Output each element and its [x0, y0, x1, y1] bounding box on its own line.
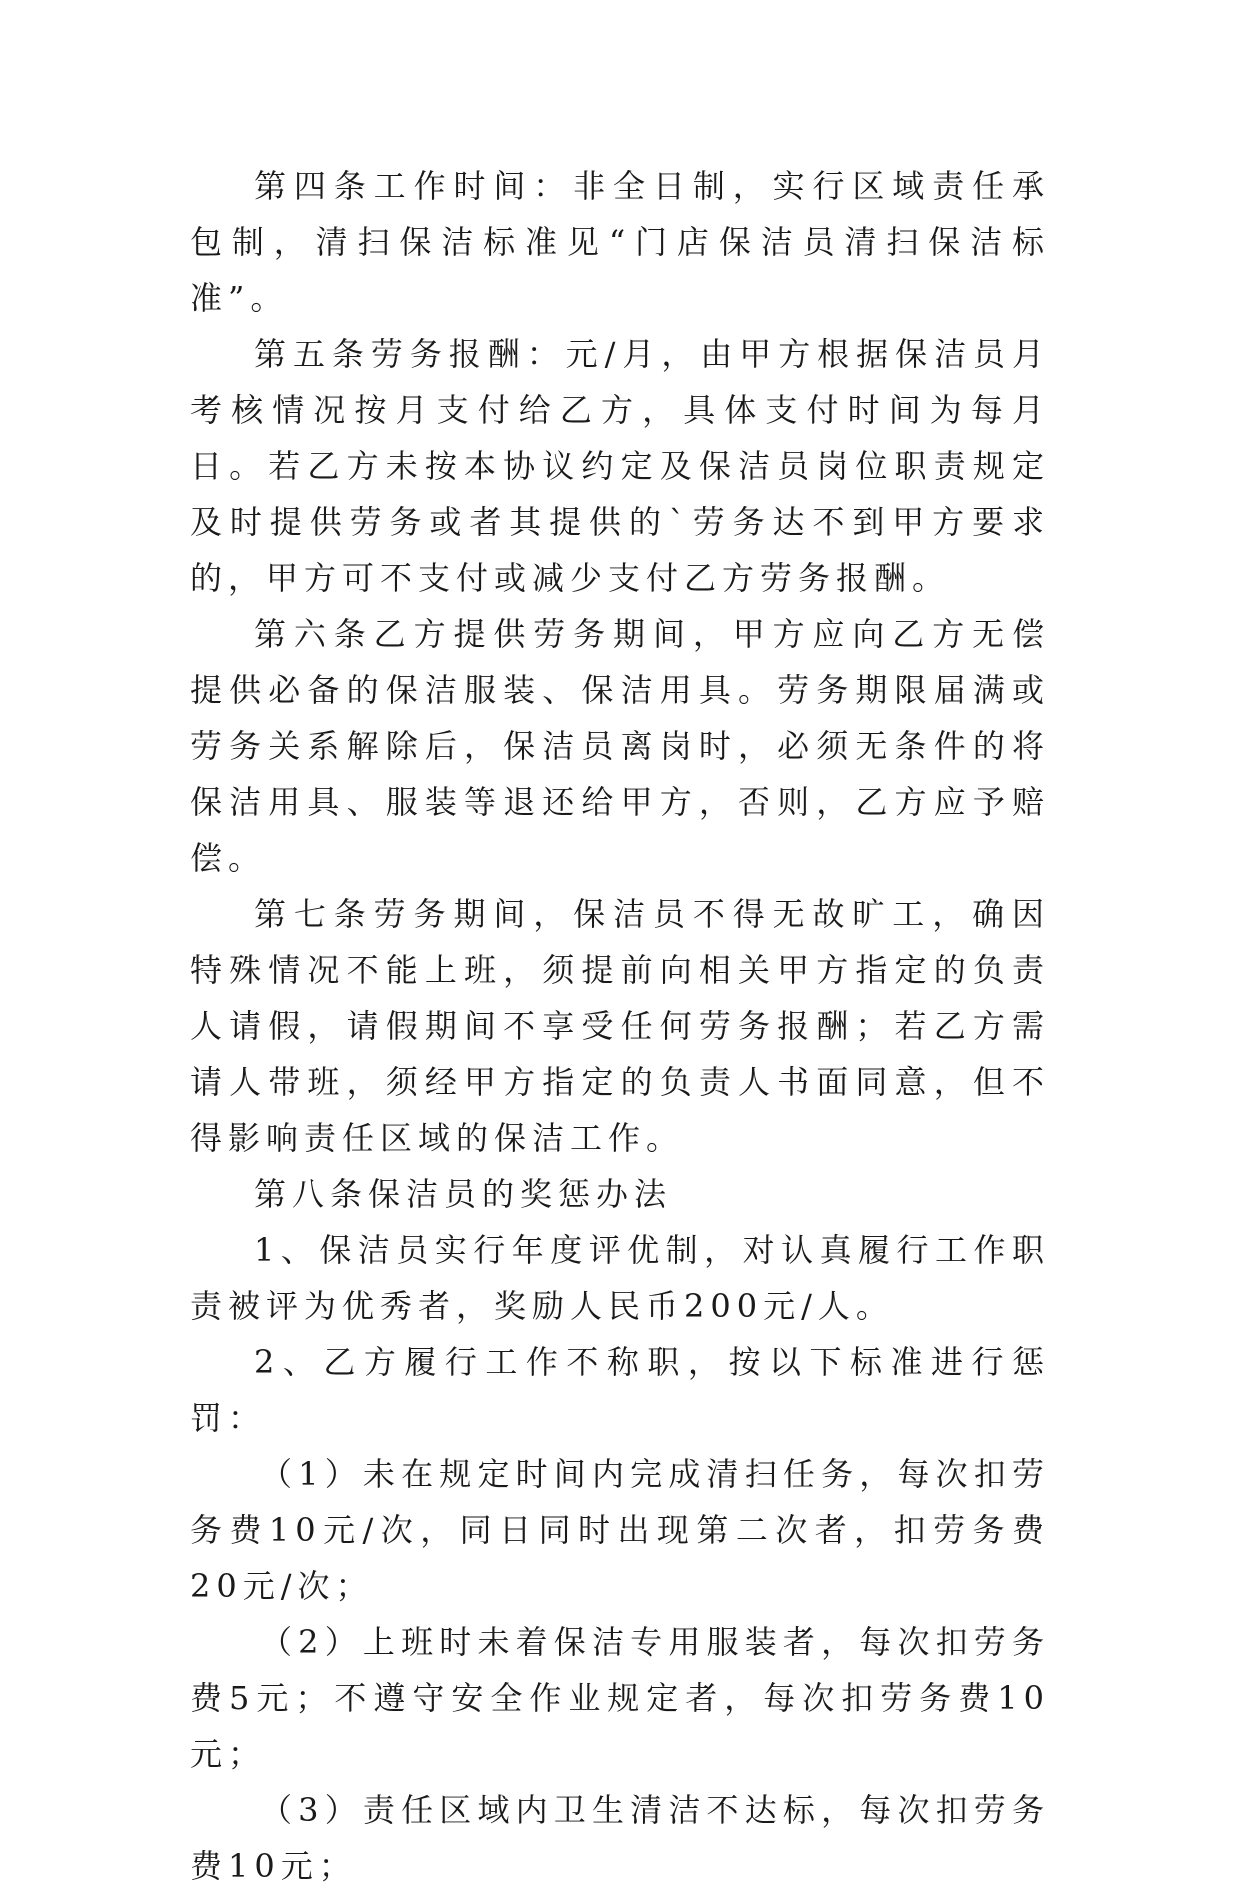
article-7-paragraph: 第七条劳务期间，保洁员不得无故旷工，确因特殊情况不能上班，须提前向相关甲方指定的负责人请假，请假期间不享受任何劳务报酬；若乙方需请人带班，须经甲方指定的负责人书面同意，但不得影响责任区域的保洁工作。	[190, 895, 1050, 1157]
document-body	[190, 158, 1050, 1894]
penalty-item-1: （1）未在规定时间内完成清扫任务，每次扣劳务费10元/次，同日同时出现第二次者，扣劳务费20元/次；	[190, 1455, 1050, 1605]
penalty-item-2: （2）上班时未着保洁专用服装者，每次扣劳务费5元；不遵守安全作业规定者，每次扣劳务费10元；	[190, 1623, 1050, 1773]
penalty-item-3: （3）责任区域内卫生清洁不达标，每次扣劳务费10元；	[190, 1791, 1050, 1885]
article-8-heading: 第八条保洁员的奖惩办法	[254, 1175, 673, 1213]
penalty-clause-2: 2、乙方履行工作不称职，按以下标准进行惩罚：	[190, 1343, 1050, 1437]
article-6-paragraph: 第六条乙方提供劳务期间，甲方应向乙方无偿提供必备的保洁服装、保洁用具。劳务期限届满或劳务关系解除后，保洁员离岗时，必须无条件的将保洁用具、服装等退还给甲方，否则，乙方应予赔偿。	[190, 615, 1050, 877]
article-4-paragraph: 第四条工作时间：非全日制，实行区域责任承包制，清扫保洁标准见“门店保洁员清扫保洁标准”。	[190, 167, 1050, 317]
article-5-paragraph: 第五条劳务报酬：元/月，由甲方根据保洁员月考核情况按月支付给乙方，具体支付时间为每月日。若乙方未按本协议约定及保洁员岗位职责规定及时提供劳务或者其提供的`劳务达不到甲方要求的，甲方可不支付或减少支付乙方劳务报酬。	[190, 335, 1050, 597]
reward-clause-1: 1、保洁员实行年度评优制，对认真履行工作职责被评为优秀者，奖励人民币200元/人。	[190, 1231, 1050, 1325]
